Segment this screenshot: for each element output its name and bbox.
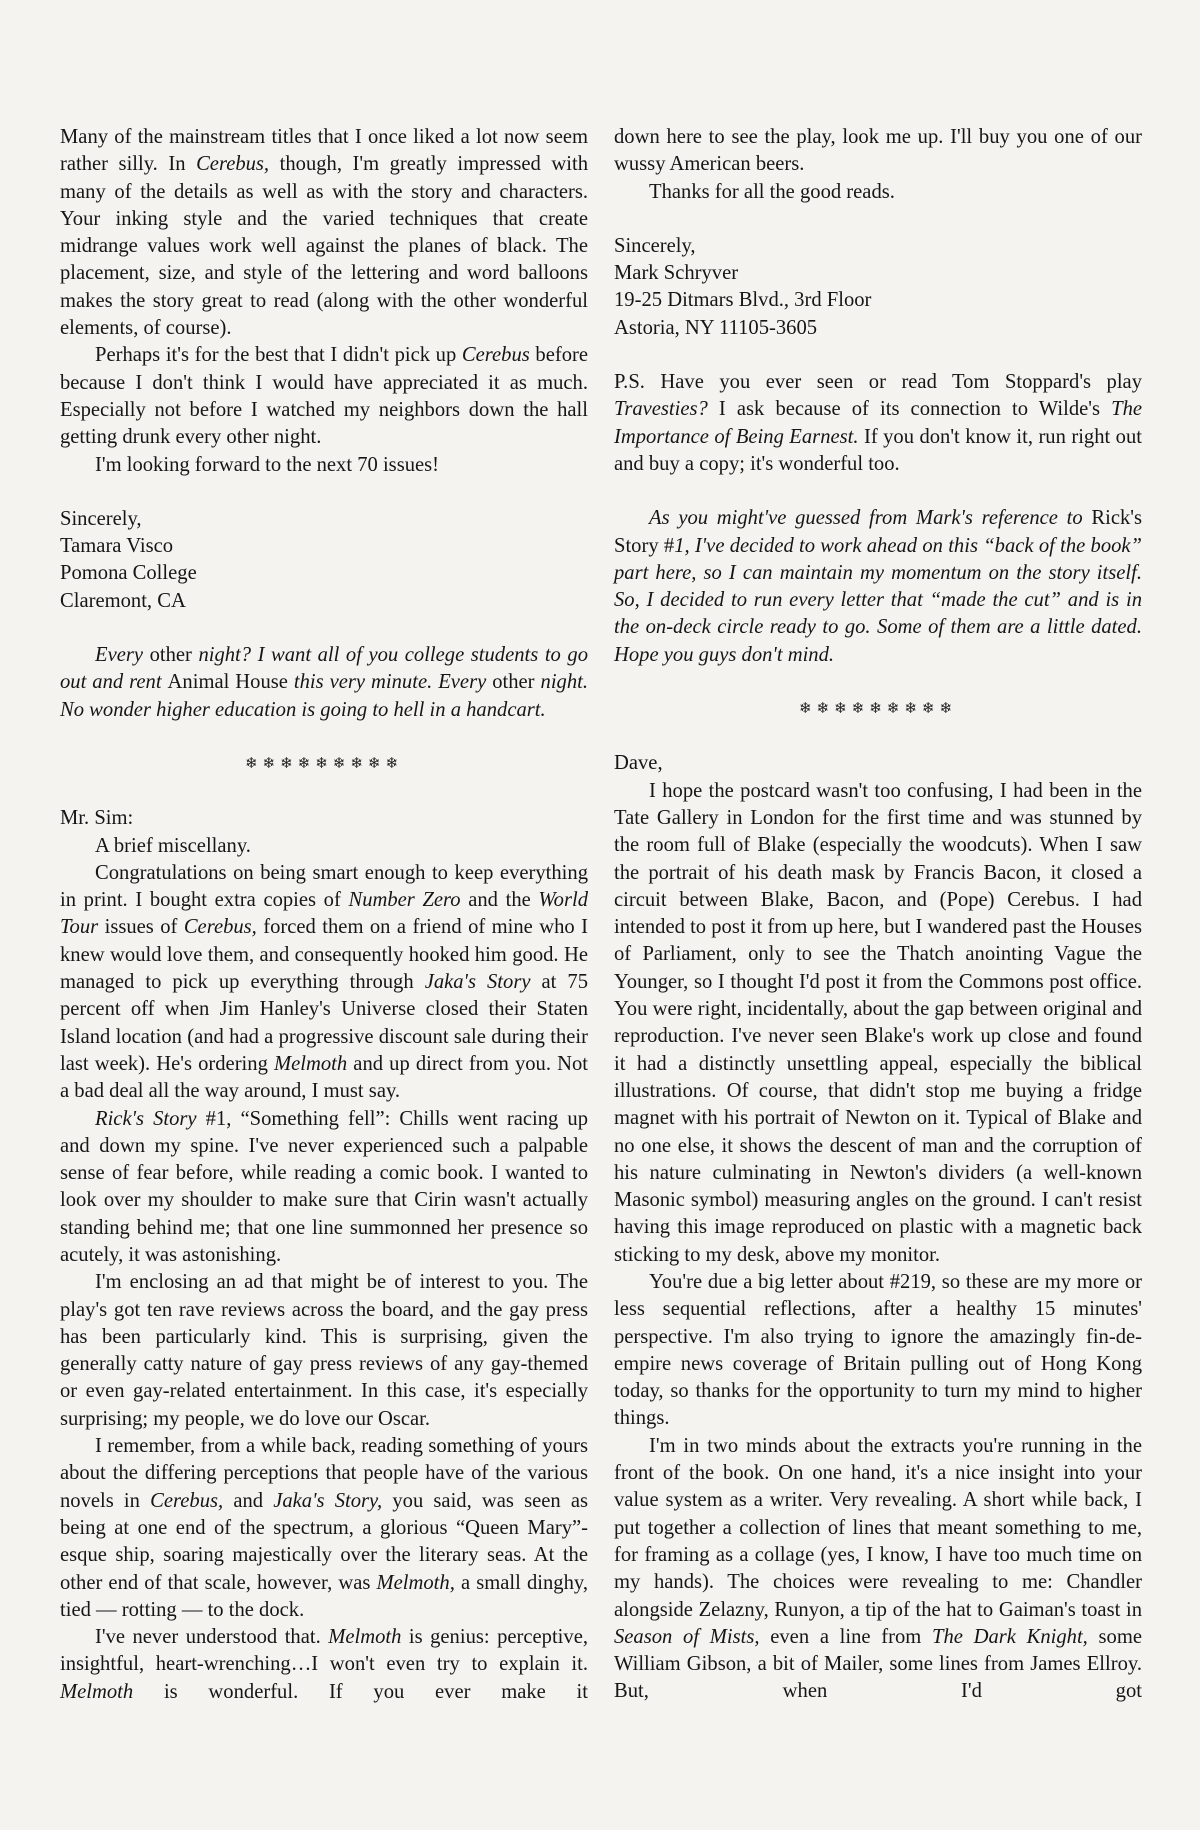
- left-column: [60, 124, 588, 1706]
- letter-paragraph: Thanks for all the good reads.: [649, 180, 895, 203]
- postscript: P.S. Have you ever seen or read Tom Stoppard's play Travesties? I ask because of its connection to Wilde's The Importance of Being Earnest. If you don't know it, run right out and buy a copy; it's wonderful too.: [614, 371, 1142, 475]
- snowflake-divider-icon: ❄❄❄❄❄❄❄❄❄: [244, 755, 404, 772]
- letter-paragraph: I remember, from a while back, reading something of yours about the differing perceptions that people have of the various novels in Cerebus, and Jaka's Story, you said, was seen as being at one end of the spectrum, a glorious “Queen Mary”-esque ship, soaring majestically over the literary seas. At the other end of that scale, however, was Melmoth, a small dinghy, tied — rotting — to the dock.: [60, 1435, 589, 1621]
- letter-paragraph: Congratulations on being smart enough to keep everything in print. I bought extra copies of Number Zero and the World Tour issues of Cerebus, forced them on a friend of mine who I knew would love them, and consequently hooked him good. He managed to pick up everything through Jaka's Story at 75 percent off when Jim Hanley's Universe closed their Staten Island location (and had a progressive discount sale during their last week). He's ordering Melmoth and up direct from you. Not a bad deal all the way around, I must say.: [60, 861, 588, 1103]
- signature-block: Sincerely, Mark Schryver 19-25 Ditmars Blvd., 3rd Floor Astoria, NY 11105-3605: [614, 233, 1142, 342]
- letter-paragraph: I'm enclosing an ad that might be of interest to you. The play's got ten rave reviews across the board, and the gay press has been particularly kind. This is surprising, given the generally catty nature of gay press reviews of any gay-themed or even gay-related entertainment. In this case, it's especially surprising; my people, we do love our Oscar.: [60, 1271, 588, 1430]
- letter-paragraph: Perhaps it's for the best that I didn't pick up Cerebus before because I don't think I would have appreciated it as much. Especially not before I watched my neighbors down the hall getting drunk every other night.: [60, 344, 588, 449]
- letter-paragraph: A brief miscellany.: [95, 834, 251, 857]
- letter-paragraph: I'm looking forward to the next 70 issues!: [95, 453, 440, 476]
- signature-name: Mark Schryver: [614, 262, 739, 285]
- salutation: Dave,: [614, 752, 663, 775]
- signature-name: Tamara Visco: [60, 535, 174, 558]
- salutation: Mr. Sim:: [60, 807, 134, 830]
- letter-paragraph: I've never understood that. Melmoth is genius: perceptive, insightful, heart-wrenching…I won't even try to explain it. Melmoth is wonderful. If you ever make it: [60, 1626, 588, 1703]
- letter-paragraph: You're due a big letter about #219, so these are my more or less sequential reflections, after a healthy 15 minutes' perspective. I'm also trying to ignore the amazingly fin-de-empire news coverage of Britain pulling out of Hong Kong today, so thanks for the opportunity to turn my mind to higher things.: [614, 1270, 1142, 1430]
- letter-paragraph: I'm in two minds about the extracts you're running in the front of the book. On one hand, it's a nice insight into your value system as a writer. Very revealing. A short while back, I put together a collection of lines that meant something to me, for framing as a collage (yes, I know, I have too much time on my hands). The choices were revealing to me: Chandler alongside Zelazny, Runyon, a tip of the hat to Gaiman's toast in Season of Mists, even a line from The Dark Knight, some William Gibson, a bit of Mailer, some lines from James Ellroy. But, when I'd got: [614, 1434, 1142, 1703]
- letter-paragraph: Rick's Story #1, “Something fell”: Chills went racing up and down my spine. I've never experienced such a palpable sense of fear before, while reading a comic book. I wanted to look over my shoulder to make sure that Cirin wasn't actually standing behind me; that one line summonned her presence so acutely, it was astonishing.: [60, 1107, 588, 1266]
- editor-reply: As you might've guessed from Mark's reference to Rick's Story #1, I've decided to work ahead on this “back of the book” part here, so I can maintain my momentum on the story itself. So, I decided to run every letter that “made the cut” and is in the on-deck circle ready to go. Some of them are a little dated. Hope you guys don't mind.: [614, 507, 1143, 666]
- letter-paragraph: Many of the mainstream titles that I once liked a lot now seem rather silly. In Cerebus, though, I'm greatly impressed with many of the details as well as with the story and characters. Your inking style and the varied techniques that create midrange values work well against the planes of black. The placement, size, and style of the lettering and word balloons makes the story great to read (along with the other wonderful elements, of course).: [60, 126, 588, 340]
- editor-reply: Every other night? I want all of you college students to go out and rent Animal House this very minute. Every other night. No wonder higher education is going to hell in a handcart.: [60, 644, 588, 721]
- right-column: [614, 124, 1142, 1706]
- snowflake-divider-icon: ❄❄❄❄❄❄❄❄❄: [798, 701, 958, 718]
- letter-paragraph: down here to see the play, look me up. I'll buy you one of our wussy American beers.: [614, 126, 1142, 176]
- signature-block: Sincerely, Tamara Visco Pomona College Claremont, CA: [60, 506, 588, 615]
- letter-paragraph: I hope the postcard wasn't too confusing, I had been in the Tate Gallery in London for the first time and was stunned by the room full of Blake (especially the woodcuts). When I saw the portrait of his death mask by Francis Bacon, it closed a circuit between Blake, Bacon, and (Pope) Cerebus. I had intended to post it from up here, but I wandered past the Houses of Parliament, only to see the Thatch anointing Vague the Younger, so I thought I'd post it from the Commons post office. You were right, incidentally, about the gap between original and reproduction. I've never seen Blake's work up close and found it had a distinctly unsettling appeal, especially the biblical illustrations. Of course, that didn't stop me buying a fridge magnet with his portrait of Newton on it. Typical of Blake and no one else, it shows the descent of man and the corruption of his nature culminating in Newton's dividers (a well-known Masonic symbol) measuring angles on the ground. I can't resist having this image reproduced on plastic with a magnetic back sticking to my desk, above my monitor.: [614, 779, 1142, 1266]
